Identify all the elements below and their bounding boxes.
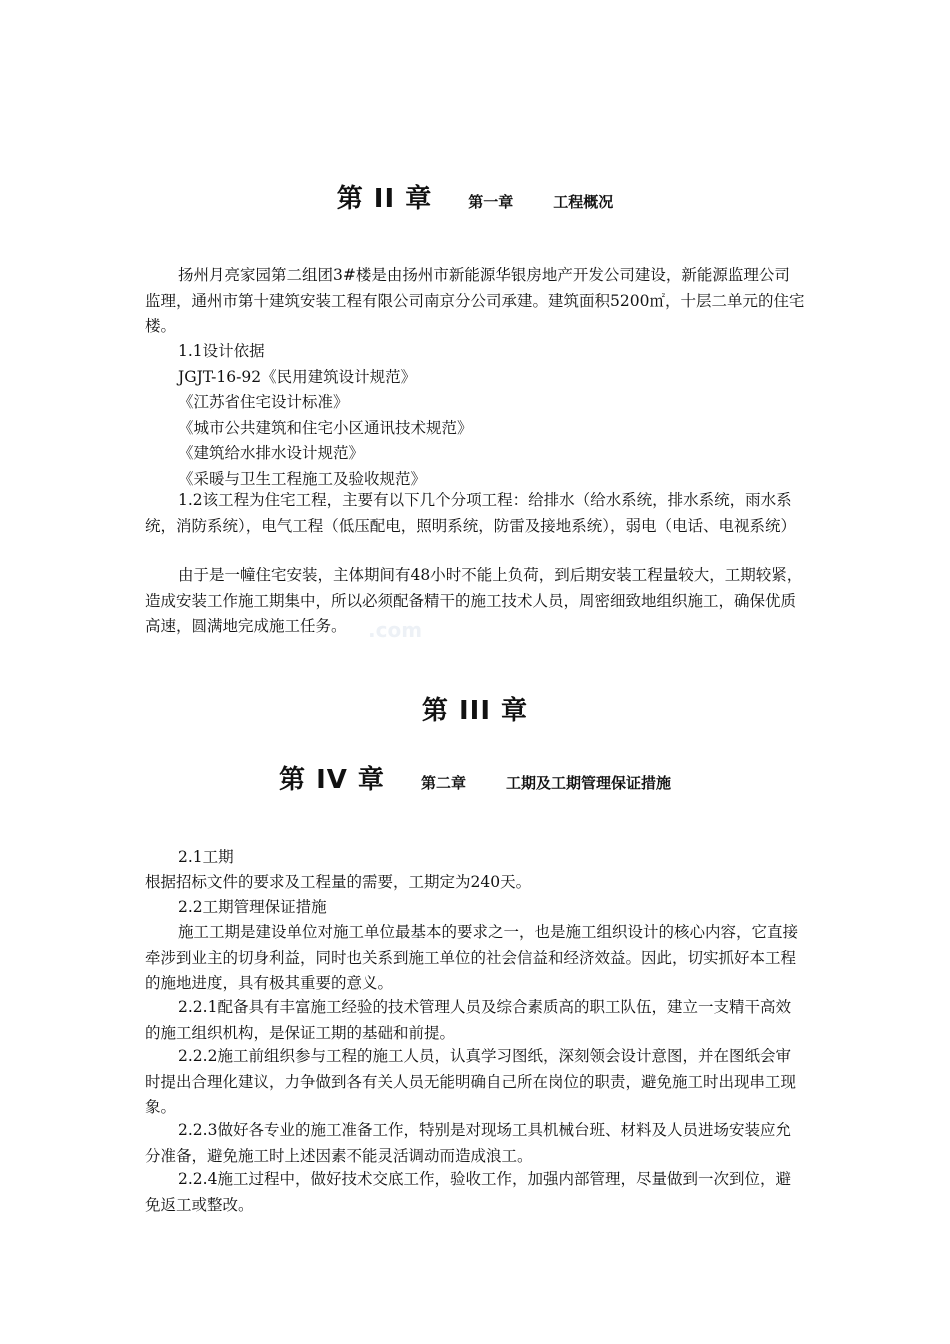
section-2-2-1: 2.2.1配备具有丰富施工经验的技术管理人员及综合素质高的职工队伍，建立一支精干高效的施工组织机构，是保证工期的基础和前提。 <box>145 998 791 1042</box>
section-2-2-4: 2.2.4施工过程中，做好技术交底工作，验收工作，加强内部管理，尽量做到一次到位，避免返工或整改。 <box>145 1170 791 1214</box>
chapter-4-number: 第 IV 章 <box>279 765 385 795</box>
chapter-2-heading <box>0 178 950 215</box>
design-basis-item: 《城市公共建筑和住宅小区通讯技术规范》 <box>178 418 473 437</box>
section-2-2-2: 2.2.2施工前组织参与工程的施工人员，认真学习图纸，深刻领会设计意图，并在图纸会审时提出合理化建议，力争做到各有关人员无能明确自己所在岗位的职责，避免施工时出现串工现象。 <box>145 1047 797 1116</box>
overview-reason: 由于是一幢住宅安装，主体期间有48小时不能上负荷，到后期安装工程量较大，工期较紧，造成安装工作施工期集中，所以必须配备精干的施工技术人员，周密细致地组织施工，确保优质高速，圆满地完成施工任务。 <box>145 566 803 635</box>
chapter-2-title: 工程概况 <box>553 193 614 211</box>
design-basis-title: 1.1设计依据 <box>178 342 265 360</box>
design-basis-item: 《江苏省住宅设计标准》 <box>178 393 349 411</box>
design-basis-item: JGJT-16-92《民用建筑设计规范》 <box>178 367 417 386</box>
chapter-4-subtitle: 第二章 <box>420 774 466 792</box>
section-2-2-3: 2.2.3做好各专业的施工准备工作，特别是对现场工具机械台班、材料及人员进场安装应允分准备，避免施工时上述因素不能灵活调动而造成浪工。 <box>145 1121 791 1165</box>
overview-intro: 扬州月亮家园第二组团3#楼是由扬州市新能源华银房地产开发公司建设，新能源监理公司监理，通州市第十建筑安装工程有限公司南京分公司承建。建筑面积5200㎡，十层二单元的住宅楼。 <box>145 266 805 335</box>
chapter-3-number: 第 III 章 <box>421 696 529 726</box>
section-2-1-text: 根据招标文件的要求及工程量的需要，工期定为240天。 <box>145 873 532 891</box>
chapter-3-heading <box>0 690 950 727</box>
chapter-4-heading <box>0 759 950 796</box>
design-basis-item: 《建筑给水排水设计规范》 <box>178 444 365 462</box>
section-1-2: 1.2该工程为住宅工程，主要有以下几个分项工程：给排水（给水系统，排水系统，雨水系统，消防系统），电气工程（低压配电，照明系统，防雷及接地系统），弱电（电话、电视系统） <box>145 491 797 535</box>
watermark: .com <box>368 618 423 642</box>
chapter-2-subtitle: 第一章 <box>468 193 514 211</box>
chapter-2-number: 第 II 章 <box>336 184 433 214</box>
section-2-2-title: 2.2工期管理保证措施 <box>178 898 327 916</box>
design-basis-item: 《采暖与卫生工程施工及验收规范》 <box>178 469 427 488</box>
chapter-4-title: 工期及工期管理保证措施 <box>505 774 671 792</box>
section-2-2-text: 施工工期是建设单位对施工单位最基本的要求之一，也是施工组织设计的核心内容，它直接牵涉到业主的切身利益，同时也关系到施工单位的社会信益和经济效益。因此，切实抓好本工程的施地进度，具有极其重要的意义。 <box>145 923 799 992</box>
section-2-1-title: 2.1工期 <box>178 848 234 866</box>
design-basis-block <box>145 339 805 492</box>
